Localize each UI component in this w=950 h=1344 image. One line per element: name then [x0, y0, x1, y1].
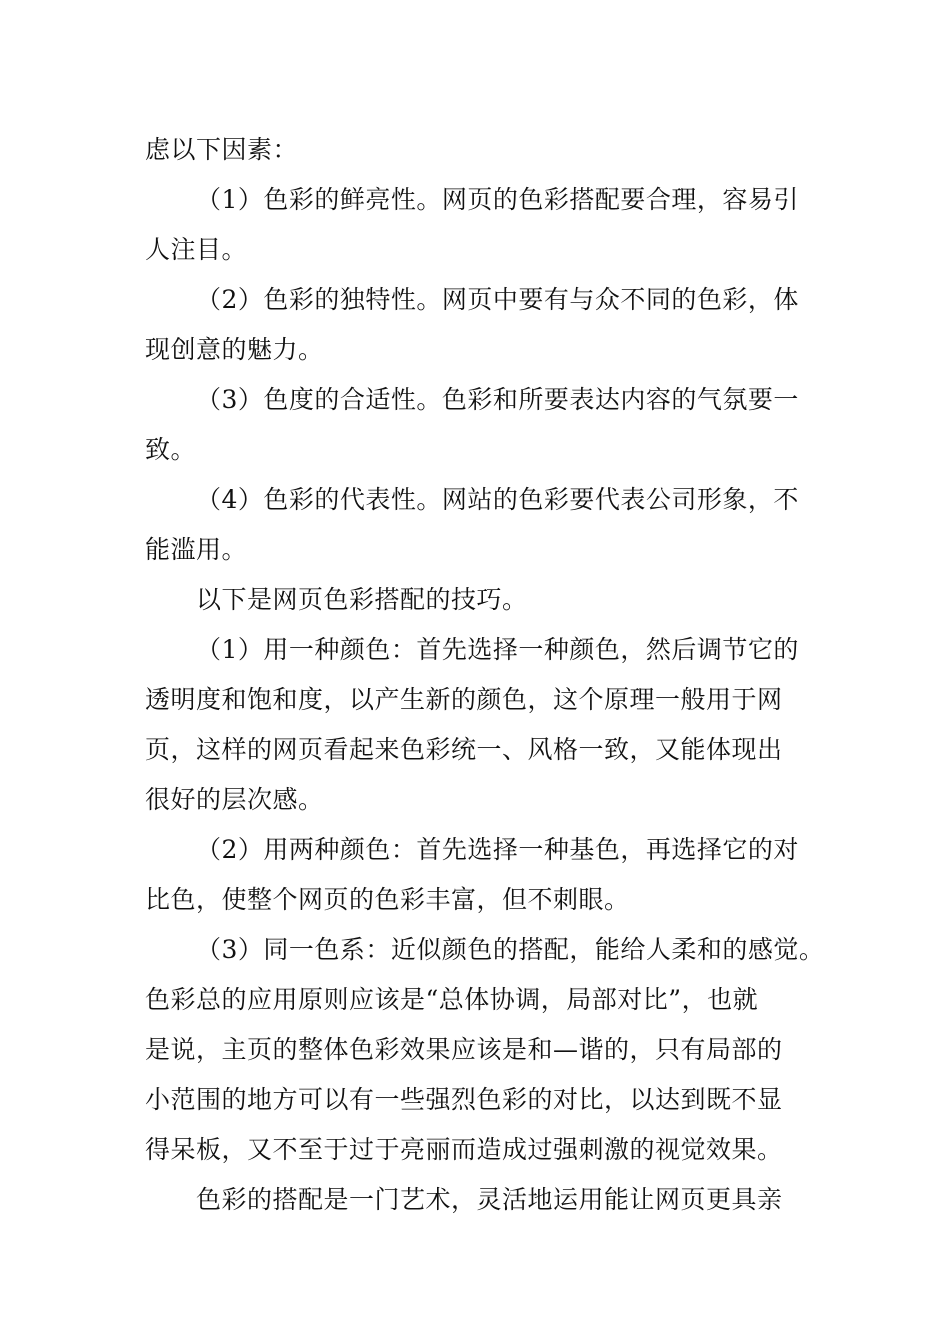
- text-line: 色彩总的应用原则应该是“总体协调，局部对比”，也就: [145, 985, 759, 1014]
- text-line: 以下是网页色彩搭配的技巧。: [196, 585, 528, 614]
- text-line: 透明度和饱和度，以产生新的颜色，这个原理一般用于网: [145, 685, 783, 714]
- text-line: 色彩的搭配是一门艺术，灵活地运用能让网页更具亲: [196, 1185, 783, 1214]
- text-line: （3）同一色系：近似颜色的搭配，能给人柔和的感觉。: [196, 935, 825, 964]
- text-line: 虑以下因素：: [145, 135, 299, 164]
- text-line: （1）色彩的鲜亮性。网页的色彩搭配要合理，容易引: [196, 185, 799, 214]
- text-line: 很好的层次感。: [145, 785, 324, 814]
- text-line: 是说，主页的整体色彩效果应该是和—谐的，只有局部的: [145, 1035, 783, 1064]
- text-line: （4）色彩的代表性。网站的色彩要代表公司形象，不: [196, 485, 799, 514]
- text-line: 现创意的魅力。: [145, 335, 324, 364]
- text-line: （2）用两种颜色：首先选择一种基色，再选择它的对: [196, 835, 799, 864]
- text-line: （1）用一种颜色：首先选择一种颜色，然后调节它的: [196, 635, 799, 664]
- text-line: 致。: [145, 435, 197, 464]
- text-line: （2）色彩的独特性。网页中要有与众不同的色彩，体: [196, 285, 799, 314]
- text-line: 页，这样的网页看起来色彩统一、风格一致，又能体现出: [145, 735, 783, 764]
- text-line: 得呆板，又不至于过于亮丽而造成过强刺激的视觉效果。: [145, 1135, 783, 1164]
- text-line: 能滥用。: [145, 535, 248, 564]
- text-line: （3）色度的合适性。色彩和所要表达内容的气氛要一: [196, 385, 799, 414]
- text-line: 人注目。: [145, 235, 248, 264]
- text-line: 比色，使整个网页的色彩丰富，但不刺眼。: [145, 885, 630, 914]
- text-line: 小范围的地方可以有一些强烈色彩的对比，以达到既不显: [145, 1085, 783, 1114]
